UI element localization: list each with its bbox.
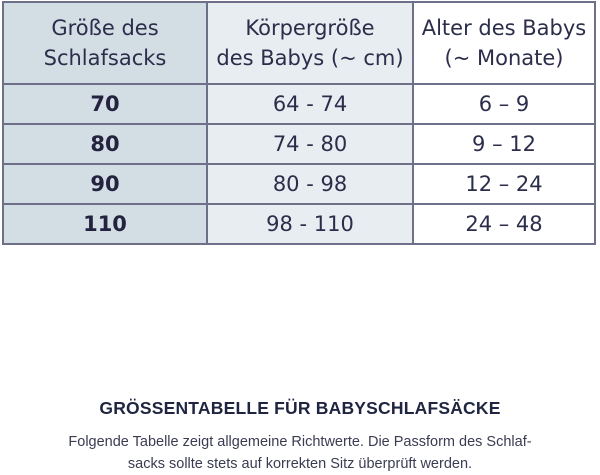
header-baby-height: [207, 2, 413, 84]
table-row: [3, 84, 595, 124]
height-cell: 64 - 74: [207, 84, 413, 124]
height-cell: 98 - 110: [207, 204, 413, 244]
size-table: [2, 1, 596, 245]
header-row: [3, 2, 595, 84]
header-sleeping-bag-size: [3, 2, 207, 84]
header-line: des Babys (~ cm): [216, 46, 404, 70]
table-row: [3, 204, 595, 244]
age-cell: 9 – 12: [413, 124, 595, 164]
header-line: Größe des: [51, 16, 159, 40]
caption-title: GRÖSSENTABELLE FÜR BABYSCHLAFSÄCKE: [99, 398, 501, 418]
age-cell: 6 – 9: [413, 84, 595, 124]
header-line: Schlafsacks: [43, 46, 167, 70]
size-cell: 70: [3, 84, 207, 124]
size-cell: 80: [3, 124, 207, 164]
age-cell: 24 – 48: [413, 204, 595, 244]
age-cell: 12 – 24: [413, 164, 595, 204]
height-cell: 80 - 98: [207, 164, 413, 204]
caption-description: [30, 431, 570, 475]
caption-line-2: sacks sollte stets auf korrekten Sitz überprüft werden.: [127, 456, 473, 472]
size-cell: 90: [3, 164, 207, 204]
size-cell: 110: [3, 204, 207, 244]
caption-line-1: Folgende Tabelle zeigt allgemeine Richtwerte. Die Passform des Schlaf-: [68, 434, 532, 450]
height-cell: 74 - 80: [207, 124, 413, 164]
header-line: Körpergröße: [245, 16, 375, 40]
header-baby-age: [413, 2, 595, 84]
table-row: [3, 164, 595, 204]
header-line: Alter des Babys: [421, 16, 587, 40]
header-line: (~ Monate): [444, 46, 564, 70]
table-row: [3, 124, 595, 164]
